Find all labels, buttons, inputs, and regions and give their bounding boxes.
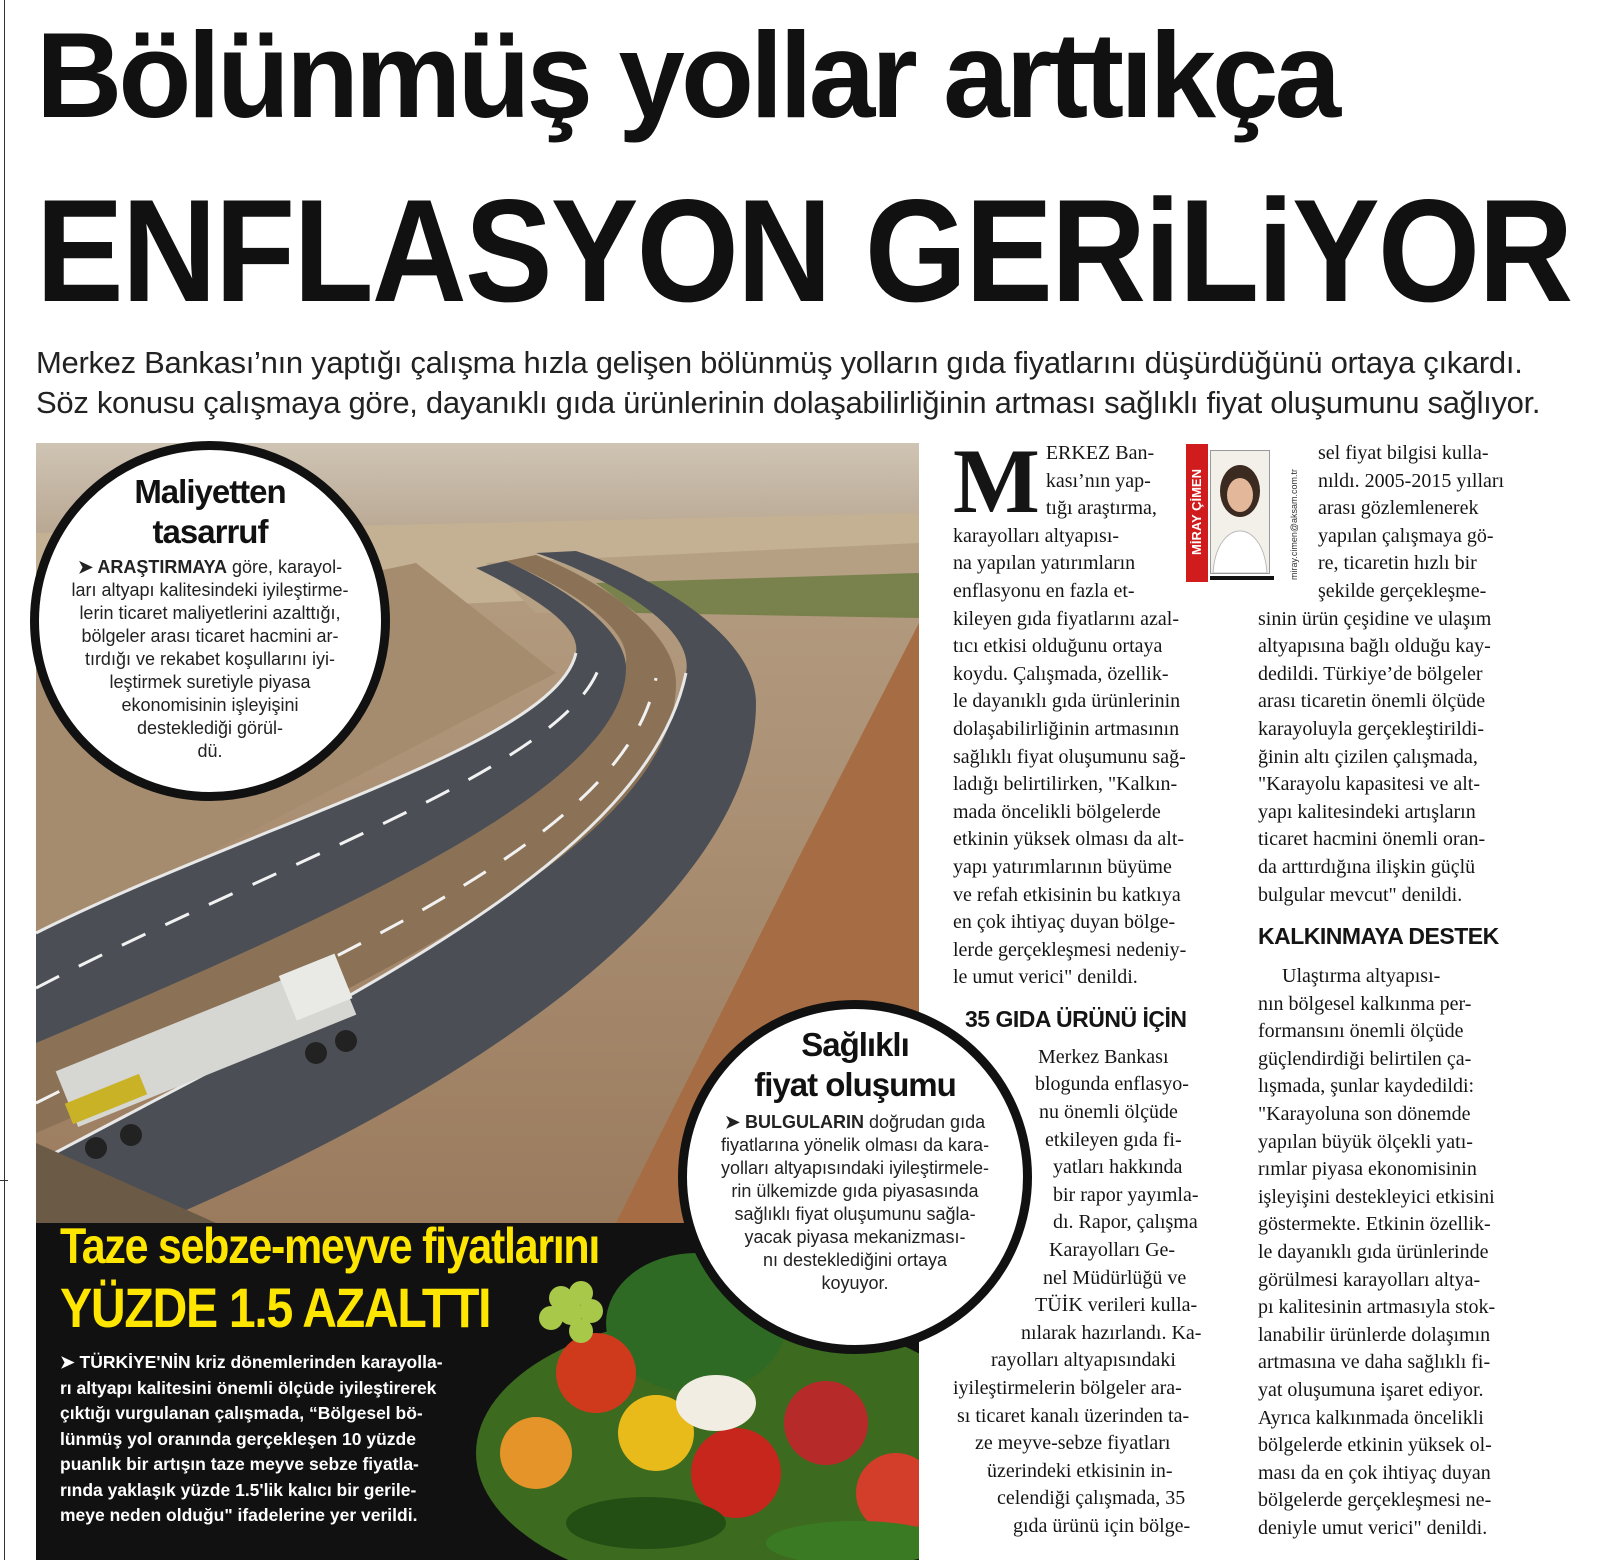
col2-line: nıldı. 2005-2015 yılları	[1318, 469, 1505, 492]
col2-line2: işleyişini destekleyici etkisini	[1258, 1185, 1495, 1208]
col1-line: sağlıklı fiyat oluşumunu sağ-	[953, 745, 1186, 768]
col2-line2: "Karayoluna son dönemde	[1258, 1103, 1471, 1126]
col2-line: ticaret hacmini önemli oran-	[1258, 828, 1486, 851]
col2-line: arası ticaretin önemli ölçüde	[1258, 690, 1486, 713]
col1-line: koydu. Çalışmada, özellik-	[953, 662, 1169, 685]
page-left-rule	[4, 0, 5, 1560]
col1-line2: Karayolları Ge-	[1049, 1239, 1176, 1262]
callout-line: meye neden olduğu" ifadelerine yer verildi.	[60, 1505, 418, 1525]
dropcap: M	[953, 430, 1040, 532]
subhead-35-gida: 35 GIDA ÜRÜNÜ İÇİN	[965, 1005, 1187, 1032]
callout-body	[60, 1350, 480, 1529]
col1-line: yapı yatırımlarının büyüme	[953, 855, 1172, 878]
col1-line: ERKEZ Ban-	[1045, 442, 1155, 464]
bubble1-body	[39, 556, 381, 763]
col2-line2: artmasına ve daha sağlıklı fi-	[1258, 1351, 1491, 1374]
col2-line2: Ulaştırma altyapısı-	[1282, 965, 1441, 988]
article-column-2	[1258, 440, 1533, 1543]
col2-line: sel fiyat bilgisi kulla-	[1318, 442, 1489, 464]
subhead-kalkinmaya-destek: KALKINMAYA DESTEK	[1258, 923, 1499, 950]
bubble2-line: rin ülkemizde gıda piyasasında	[731, 1181, 979, 1201]
page-left-tick	[0, 1180, 8, 1181]
bubble1-line: dü.	[197, 741, 223, 761]
col2-line2: pı kalitesinin artmasıyla stok-	[1258, 1296, 1496, 1319]
deck-line-2: Söz konusu çalışmaya göre, dayanıklı gıda ürünlerinin dolaşabilirliğinin artması sağlıklı fiyat oluşumunu sağlıyor.	[36, 385, 1541, 420]
col1-line2: sı ticaret kanalı üzerinden ta-	[957, 1404, 1190, 1427]
col2-line2: yapılan büyük ölçekli yatı-	[1258, 1130, 1473, 1153]
bubble1-lead: ➤ ARAŞTIRMAYA	[77, 557, 228, 577]
col1-line: tıcı etkisi olduğunu ortaya	[953, 635, 1163, 658]
col1-line2: rayolları altyapısındaki	[991, 1349, 1176, 1372]
col2-line2: göstermekte. Etkinin özellik-	[1258, 1213, 1491, 1236]
col1-line2: celendiği çalışmada, 35	[997, 1487, 1186, 1510]
col1-line2: blogunda enflasyo-	[1035, 1073, 1189, 1096]
col2-line: arası gözlemlenerek	[1318, 497, 1479, 520]
bubble-maliyetten-tasarruf	[30, 441, 390, 801]
col1-line: ladığı belirtilirken, "Kalkın-	[953, 773, 1178, 796]
col1-line2: nılarak hazırlandı. Ka-	[1021, 1321, 1202, 1344]
deck-line-1: Merkez Bankası’nın yaptığı çalışma hızla gelişen bölünmüş yolların gıda fiyatlarını düşürdüğünü ortaya çıkardı.	[36, 345, 1523, 380]
col2-line2: deniyle umut verici" denildi.	[1258, 1516, 1488, 1539]
bubble1-line: lerin ticaret maliyetlerini azalttığı,	[79, 603, 341, 623]
bubble1-line: leştirmek suretiyle piyasa	[109, 672, 311, 692]
col2-line: ğinin altı çizilen çalışmada,	[1258, 745, 1478, 768]
col2-line2: yat oluşumuna işaret ediyor.	[1258, 1379, 1484, 1401]
col1-line: tığı araştırma,	[1045, 497, 1157, 520]
bubble1-line: desteklediği görül-	[136, 718, 284, 738]
col1-line: dolaşabilirliğinin artmasının	[953, 717, 1180, 740]
bubble2-line: yacak piyasa mekanizması-	[744, 1227, 966, 1247]
bubble2-line: sağlıklı fiyat oluşumunu sağla-	[734, 1204, 976, 1224]
col2-line: yapılan çalışmaya gö-	[1318, 524, 1494, 547]
author-email: miray.cimen@aksam.com.tr	[1289, 469, 1299, 580]
col1-line2: iyileştirmelerin bölgeler ara-	[953, 1377, 1182, 1399]
col1-line2: nu önemli ölçüde	[1039, 1101, 1178, 1124]
col2-line: re, ticaretin hızlı bir	[1318, 552, 1477, 575]
col1-line2: yatları hakkında	[1053, 1156, 1183, 1179]
bubble1-line: ekonomisinin işleyişini	[121, 695, 299, 715]
col1-line: enflasyonu en fazla et-	[953, 579, 1135, 602]
col1-line: karayolları altyapısı-	[953, 524, 1120, 547]
author-name: MİRAY ÇİMEN	[1189, 469, 1204, 555]
callout-line: rında yaklaşık yüzde 1.5'lik kalıcı bir gerile-	[60, 1479, 417, 1500]
bubble2-line: fiyatlarına yönelik olması da kara-	[720, 1135, 990, 1155]
callout-line: rı altyapı kalitesini önemli ölçüde iyileştirerek	[60, 1377, 437, 1398]
col1-line: mada öncelikli bölgelerde	[953, 800, 1161, 823]
col2-line2: le dayanıklı gıda ürünlerinde	[1258, 1241, 1489, 1264]
col2-line: yapı kalitesindeki artışların	[1258, 800, 1476, 823]
headline-line-1: Bölünmüş yollar arttıkça	[36, 7, 1338, 143]
col1-line: le umut verici" denildi.	[953, 966, 1138, 989]
bubble2-title-1: Sağlıklı	[801, 1026, 909, 1063]
col1-line: en çok ihtiyaç duyan bölge-	[953, 911, 1176, 934]
col1-line2: etkileyen gıda fi-	[1045, 1128, 1182, 1151]
col1-line: na yapılan yatırımların	[953, 552, 1136, 575]
bubble1-line: bölgeler arası ticaret hacmini ar-	[81, 626, 339, 646]
callout-line: lünmüş yol oranında gerçekleşen 10 yüzde	[60, 1428, 416, 1449]
col1-line: etkinin yüksek olması da alt-	[953, 828, 1185, 851]
col2-line2: ması da en çok ihtiyaç duyan	[1258, 1461, 1491, 1484]
deck	[36, 343, 1566, 423]
col1-line2: dı. Rapor, çalışma	[1053, 1211, 1198, 1234]
bubble1-line: ları altyapı kalitesindeki iyileştirme-	[71, 580, 349, 600]
col2-line2: lanabilir ürünlerde dolaşımın	[1258, 1323, 1491, 1346]
col1-line2: ze meyve-sebze fiyatları	[975, 1432, 1171, 1455]
col2-line: "Karayolu kapasitesi ve alt-	[1258, 773, 1480, 796]
col2-line2: bölgelerde etkinin yüksek ol-	[1258, 1434, 1492, 1457]
bubble1-title-2: tasarruf	[152, 513, 268, 550]
col2-line: dedildi. Türkiye’de bölgeler	[1258, 662, 1483, 685]
col2-line2: görülmesi karayolları altya-	[1258, 1268, 1481, 1291]
bubble1-title-1: Maliyetten	[134, 473, 286, 510]
bubble2-line: yolları altyapısındaki iyileştirmele-	[720, 1158, 990, 1178]
callout-title-2: YÜZDE 1.5 AZALTTI	[60, 1276, 491, 1339]
col2-line2: bölgelerde gerçekleşmesi ne-	[1258, 1489, 1492, 1512]
callout-line: puanlık bir artışın taze meyve sebze fiyatla-	[60, 1454, 419, 1474]
article-column-1	[953, 430, 1228, 1541]
col2-line: karayoluyla gerçekleştirildi-	[1258, 717, 1485, 740]
col2-line2: formansını önemli ölçüde	[1258, 1020, 1464, 1043]
bubble2-title-2: fiyat oluşumu	[754, 1066, 956, 1103]
col2-line2: Ayrıca kalkınmada öncelikli	[1258, 1406, 1484, 1429]
col1-line2: üzerindeki etkisinin in-	[987, 1459, 1173, 1482]
col1-line: kileyen gıda fiyatlarını azal-	[953, 607, 1180, 630]
col2-line2: güçlendirdiği belirtilen ça-	[1258, 1047, 1472, 1070]
col1-line2: gıda ürünü için bölge-	[1013, 1514, 1191, 1537]
col1-line: kası’nın yap-	[1045, 469, 1151, 492]
bubble2-line: doğrudan gıda	[863, 1112, 986, 1132]
bubble1-line: göre, karayol-	[227, 557, 343, 577]
headline-line-2: ENFLASYON GERiLiYOR	[36, 169, 1572, 332]
bubble2-lead: ➤ BULGULARIN	[724, 1112, 864, 1132]
col2-line: bulgular mevcut" denildi.	[1258, 883, 1463, 906]
col2-line: da arttırdığına ilişkin güçlü	[1258, 855, 1476, 878]
callout-title-1: Taze sebze-meyve fiyatlarını	[60, 1218, 600, 1274]
col2-line2: rımlar piyasa ekonomisinin	[1258, 1158, 1477, 1181]
col1-line2: Merkez Bankası	[1038, 1045, 1169, 1068]
bubble1-line: tırdığı ve rekabet koşullarını iyi-	[84, 649, 336, 669]
callout-line: ➤ TÜRKİYE'NİN kriz dönemlerinden karayolla-	[60, 1352, 443, 1372]
col1-line: lerde gerçekleşmesi nedeniy-	[953, 938, 1187, 961]
col1-line2: TÜİK verileri kulla-	[1035, 1294, 1198, 1317]
col2-line: sinin ürün çeşidine ve ulaşım	[1258, 607, 1492, 630]
col2-line2: lışmada, şunlar kaydedildi:	[1258, 1075, 1475, 1098]
callout-line: çıktığı vurgulanan çalışmada, “Bölgesel bö-	[60, 1403, 423, 1423]
col1-line: le dayanıklı gıda ürünlerinin	[953, 690, 1181, 713]
col2-line2: nın bölgesel kalkınma per-	[1258, 992, 1472, 1015]
bubble2-line: koyuyor.	[821, 1273, 889, 1293]
col2-line: şekilde gerçekleşme-	[1318, 579, 1487, 602]
col1-line: ve refah etkisinin bu katkıya	[953, 883, 1181, 906]
bubble2-line: nı desteklediğini ortaya	[762, 1250, 948, 1270]
col1-line2: nel Müdürlüğü ve	[1043, 1266, 1187, 1289]
col1-line2: bir rapor yayımla-	[1053, 1183, 1199, 1206]
col2-line: altyapısına bağlı olduğu kay-	[1258, 635, 1491, 658]
